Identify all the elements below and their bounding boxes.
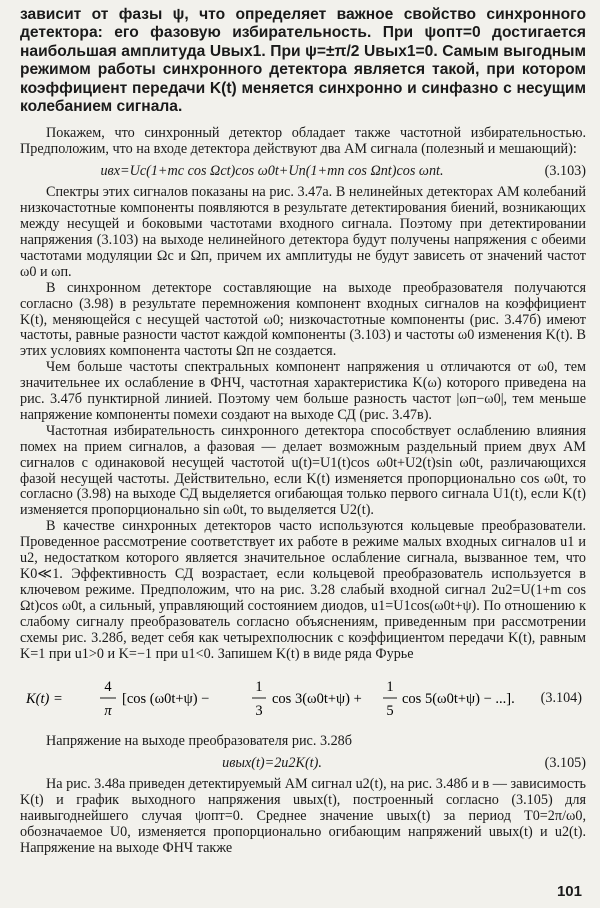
fraction-3-numerator: 1	[386, 679, 394, 696]
formula-lhs: K(t) =	[26, 691, 63, 708]
formula-term-2: cos 3(ω0t+ψ) +	[272, 691, 362, 708]
fraction-3-denominator: 5	[386, 703, 394, 720]
fourier-series-formula	[20, 667, 520, 729]
equation-3-104	[20, 667, 586, 729]
fraction-1-numerator: 4	[104, 679, 112, 696]
fraction-2-denominator: 3	[255, 703, 263, 720]
paragraph-frequency-selectivity: Покажем, что синхронный детектор обладает также частотной избирательностью. Предположим, что на входе детектора действуют два АМ сигнала (полезный и мешающий):	[20, 125, 586, 158]
equation-number: (3.105)	[544, 755, 586, 772]
fraction-2-numerator: 1	[255, 679, 263, 696]
paragraph-ring-converters: В качестве синхронных детекторов часто используются кольцевые преобразователи. Проведенное рассмотрение соответствует их работе в режиме малых входных сигналов u1 и u2, недостатком которого является значительное ослабление сигнала, вызванное тем, что K0≪1. Эффективность СД возрастает, если кольцевой преобразователь используется в ключевом режиме. Предположим, что на рис. 3.28 слабый входной сигнал 2u2=U(1+m cos Ωt)cos ω0t, а сильный, управляющий состоянием диодов, u1=U1cos(ω0t+ψ). По отношению к слабому сигналу преобразователь согласно объяснениям, приведенным при рассмотрении схемы рис. 3.28б, ведет себя как четырехполюсник с коэффициентом передачи K(t), равным K=1 при u1>0 и K=−1 при u1<0. Запишем K(t) в виде ряда Фурье	[20, 518, 586, 662]
lead-paragraph: зависит от фазы ψ, что определяет важное свойство синхронного детектора: его фазовую избирательность. При ψопт=0 достигается наибольшая амплитуда Uвых1. При ψ=±π/2 Uвых1=0. Самым выгодным режимом работы синхронного детектора является такой, при котором коэффициент передачи K(t) меняется синхронно и синфазно с несущим колебанием сигнала.	[20, 6, 586, 116]
formula-term-1: [cos (ω0t+ψ) −	[122, 691, 210, 708]
equation-3-105	[20, 755, 586, 772]
formula-term-3: cos 5(ω0t+ψ) − ...].	[402, 691, 515, 708]
paragraph-attenuation: Чем больше частоты спектральных компонент напряжения u отличаются от ω0, тем значительнее их ослабление в ФНЧ, частотная характеристика K(ω) которого приведена на рис. 3.47б пунктирной линией. Поэтому чем больше разность частот |ωп−ω0|, тем меньше напряжение компоненты помехи создают на выходе СД (рис. 3.47в).	[20, 359, 586, 423]
paragraph-output-voltage: Напряжение на выходе преобразователя рис. 3.28б	[46, 733, 352, 750]
equation-number: (3.104)	[540, 689, 582, 706]
paragraph-figure-3-48: На рис. 3.48а приведен детектируемый АМ сигнал u2(t), на рис. 3.48б и в — зависимость K(t) и график выходного напряжения uвых(t), построенный согласно (3.105) для наивыгоднейшего случая ψопт=0. Среднее значение uвых(t) за период T0=2π/ω0, обозначаемое U0, изменяется пропорционально огибающим напряжений uвых(t) и u2(t). Напряжение на выходе ФНЧ также	[20, 776, 586, 856]
fraction-1-denominator: π	[104, 703, 112, 720]
equation-number: (3.103)	[544, 163, 586, 180]
paragraph-phase-selectivity: Частотная избирательность синхронного детектора способствует ослаблению влияния помех на прием сигналов, а фазовая — делает возможным раздельный прием двух АМ сигналов с одинаковой несущей частотой u(t)=U1(t)cos ω0t+U2(t)sin ω0t, различающихся фазой несущей частоты. Действительно, если K(t) изменяется пропорционально cos ω0t, то согласно (3.98) на выходе СД выделяется огибающая только первого сигнала U1(t), если K(t) изменяется пропорционально sin ω0t, то выделяется U2(t).	[20, 422, 586, 519]
equation-expression: uвых(t)=2u2K(t).	[222, 755, 322, 772]
paragraph-spectra: Спектры этих сигналов показаны на рис. 3.47а. В нелинейных детекторах АМ колебаний низкочастотные компоненты появляются в результате детектирования биений, возникающих между несущей и боковыми частотами входного сигнала. Поэтому при детектировании напряжения (3.103) на выходе нелинейного детектора будут получены напряжения с обеими частотами модуляции Ωс и Ωп, причем их амплитуды не будут зависеть от значений частот ω0 и ωп.	[20, 184, 586, 280]
page-number: 101	[556, 883, 582, 900]
paragraph-sync-detector: В синхронном детекторе составляющие на выходе преобразователя получаются согласно (3.98) в результате перемножения компонент входных сигналов на коэффициент K(t), меняющейся с несущей частотой ω0; низкочастотные компоненты (рис. 3.47б) имеют частоты, равные разности частот каждой компоненты (3.103) и частоты ω0 изменения K(t). В этих условиях компонента частоты Ωп не создается.	[20, 279, 586, 360]
equation-expression: uвх=Uс(1+mс cos Ωсt)cos ω0t+Uп(1+mп cos Ωпt)cos ωпt.	[100, 163, 444, 180]
equation-3-103	[20, 163, 586, 180]
